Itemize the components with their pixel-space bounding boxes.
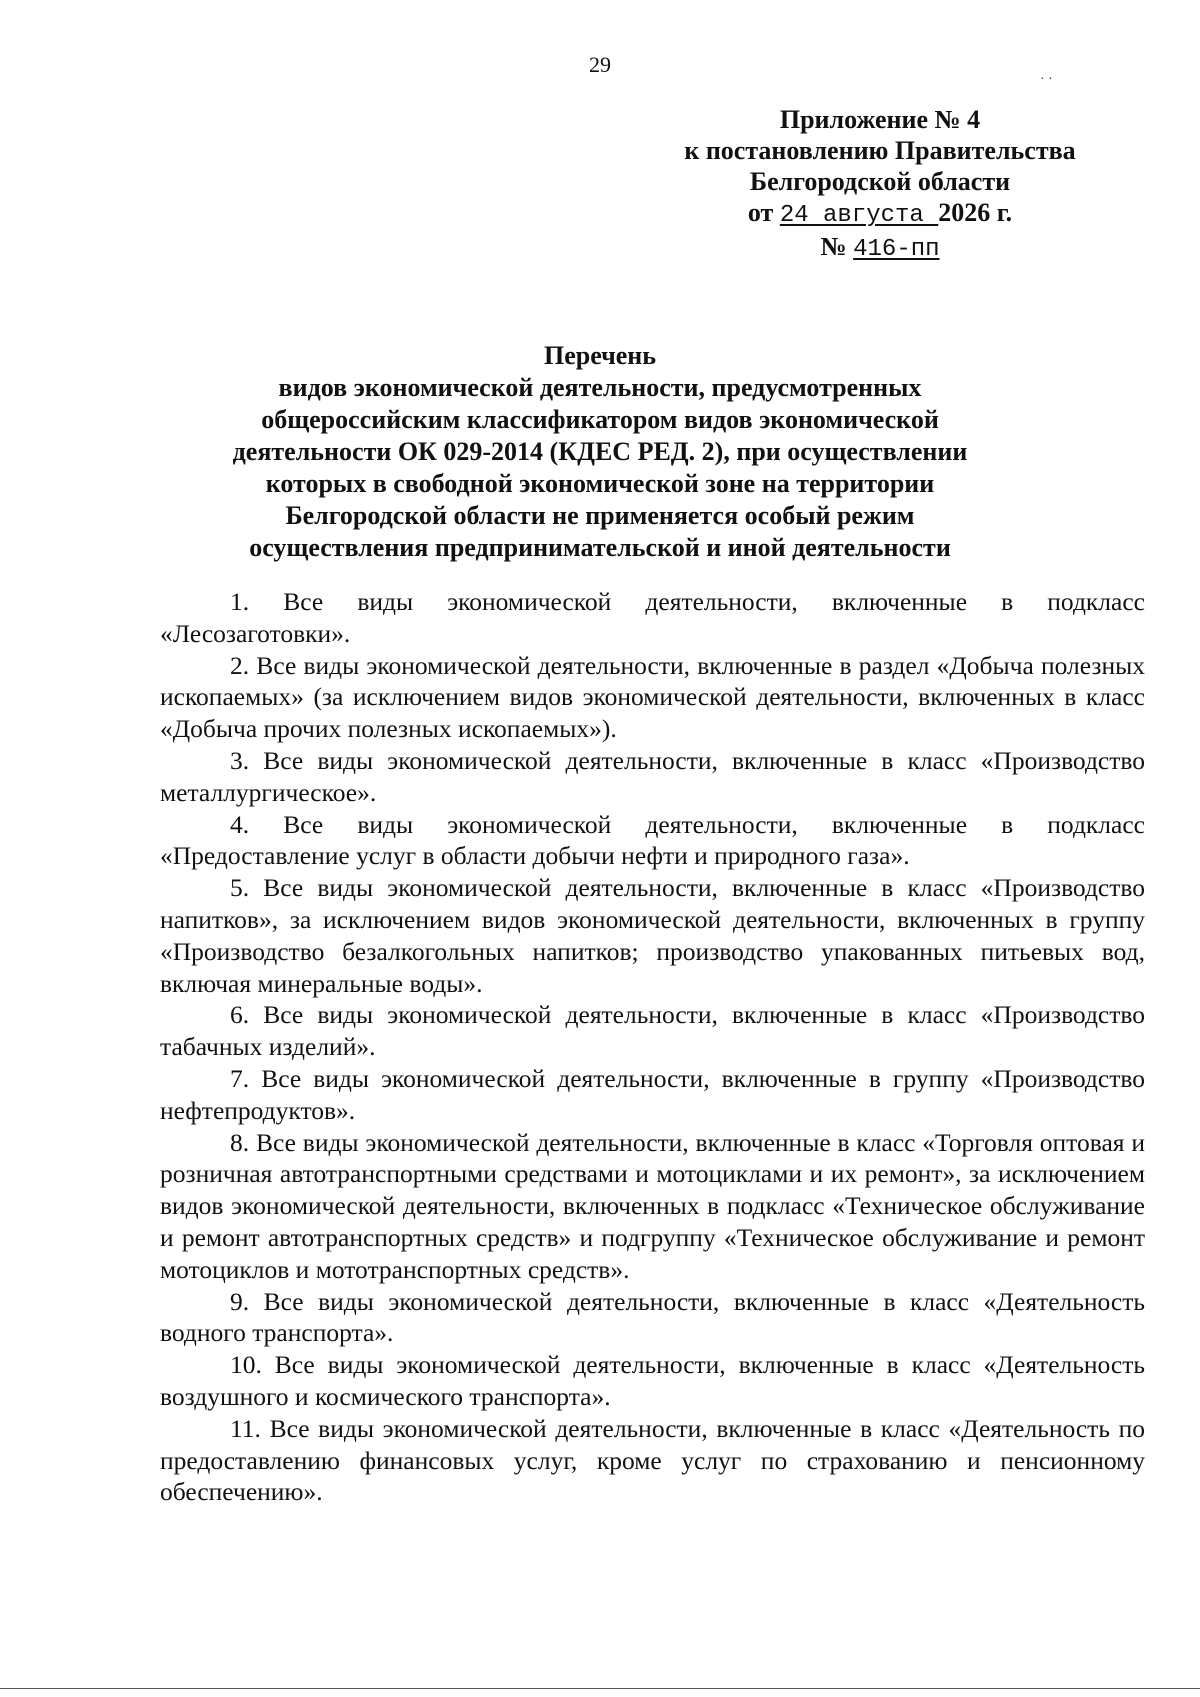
title-line: Перечень: [543, 341, 657, 370]
list-item: 9. Все виды экономической деятельности, включенные в класс «Деятельность водного транспорта».: [160, 1286, 1145, 1348]
title-line: общероссийским классификатором видов экономической: [261, 405, 939, 434]
appendix-title: Приложение № 4: [779, 105, 981, 134]
list-item: 6. Все виды экономической деятельности, включенные в класс «Производство табачных изделий».: [160, 1000, 1145, 1062]
list-item: 4. Все виды экономической деятельности, включенные в подкласс «Предоставление услуг в области добычи нефти и природного газа».: [160, 809, 1145, 871]
number-prefix: №: [820, 232, 847, 261]
list-item: 1. Все виды экономической деятельности, включенные в подкласс «Лесозаготовки».: [160, 587, 1145, 648]
scan-mark: · ·: [1040, 72, 1053, 87]
appendix-ref: к постановлению Правительства: [684, 136, 1076, 165]
date-value: 24 августа: [779, 202, 939, 229]
page-bottom-divider: [0, 1688, 1200, 1689]
list-item: 5. Все виды экономической деятельности, включенные в класс «Производство напитков», за исключением видов экономической деятельности, включенных в группу «Производство безалкогольных напитков; производство упакованных питьевых вод, включая минеральные воды».: [160, 873, 1145, 998]
list-item: 11. Все виды экономической деятельности, включенные в класс «Деятельность по предоставлению финансовых услуг, кроме услуг по страхованию и пенсионному обеспечению».: [160, 1413, 1145, 1507]
appendix-number: [640, 231, 1120, 265]
document-title: [150, 340, 1050, 564]
title-line: Белгородской области не применяется особый режим: [285, 501, 915, 530]
title-line: деятельности ОК 029-2014 (КДЕС РЕД. 2), при осуществлении: [232, 437, 968, 466]
number-value: 416-пп: [853, 236, 940, 263]
title-line: видов экономической деятельности, предусмотренных: [278, 373, 922, 402]
appendix-header: [640, 104, 1120, 265]
date-prefix: от: [747, 198, 774, 227]
title-line: осуществления предпринимательской и иной деятельности: [249, 533, 951, 562]
document-body: [160, 586, 1145, 1508]
list-item: 3. Все виды экономической деятельности, включенные в класс «Производство металлургическое».: [160, 745, 1145, 807]
list-item: 10. Все виды экономической деятельности, включенные в класс «Деятельность воздушного и космического транспорта».: [160, 1350, 1145, 1411]
list-item: 2. Все виды экономической деятельности, включенные в раздел «Добыча полезных ископаемых» (за исключением видов экономической деятельности, включенных в класс «Добыча прочих полезных ископаемых»).: [160, 650, 1145, 744]
list-item: 7. Все виды экономической деятельности, включенные в группу «Производство нефтепродуктов».: [160, 1063, 1145, 1125]
list-item: 8. Все виды экономической деятельности, включенные в класс «Торговля оптовая и розничная автотранспортными средствами и мотоциклами и их ремонт», за исключением видов экономической деятельности, включенных в подкласс «Техническое обслуживание и ремонт автотранспортных средств» и подгруппу «Техническое обслуживание и ремонт мотоциклов и мототранспортных средств».: [160, 1127, 1145, 1284]
appendix-date: [640, 197, 1120, 231]
page-number: 29: [589, 52, 611, 77]
appendix-region: Белгородской области: [749, 167, 1011, 196]
title-line: которых в свободной экономической зоне на территории: [265, 469, 935, 498]
date-suffix: 2026 г.: [938, 198, 1013, 227]
